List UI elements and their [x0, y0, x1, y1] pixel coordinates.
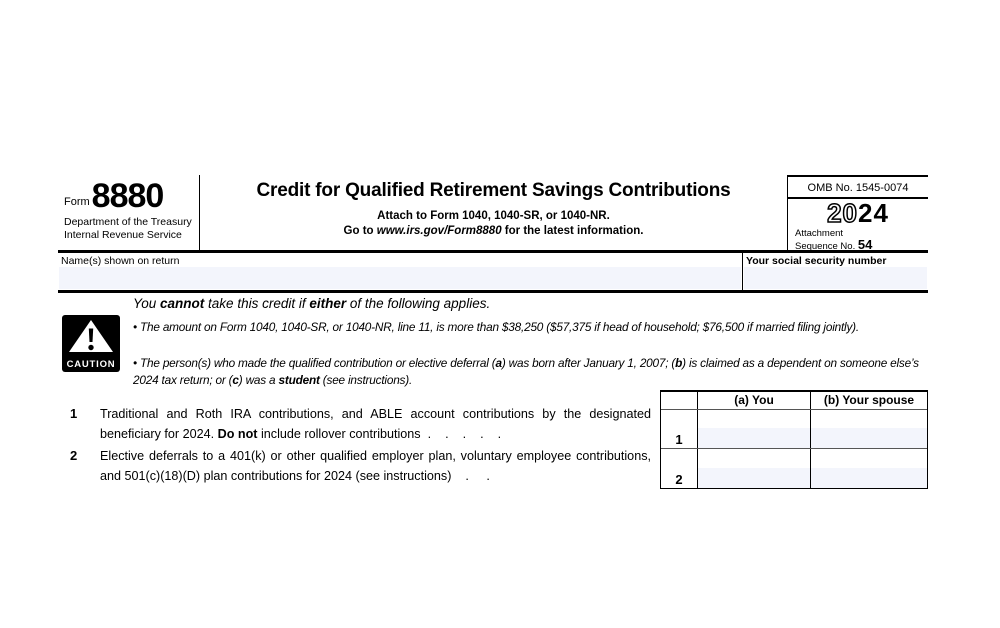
caution-icon: [62, 315, 120, 372]
attach-instruction: Attach to Form 1040, 1040-SR, or 1040-NR.: [377, 210, 610, 222]
amounts-table: [660, 390, 928, 489]
name-label: Name(s) shown on return: [61, 255, 180, 267]
bullet-marker: •: [133, 320, 137, 334]
line-1-number-cell: [661, 410, 698, 448]
tax-year-outline: 20: [827, 198, 858, 228]
table-row: [661, 449, 927, 488]
line-1-you-input[interactable]: [698, 428, 810, 448]
goto-instruction: [200, 225, 787, 237]
omb-number: OMB No. 1545-0074: [788, 177, 928, 199]
sequence-label: Sequence No.: [795, 241, 858, 252]
bullet-2-seg: ) was born after January 1, 2007; (: [501, 356, 676, 370]
line-1-bold: Do not: [217, 427, 258, 441]
ssn-cell: [743, 253, 928, 290]
dot-leader: . . . . .: [420, 427, 502, 441]
bullet-2-seg: (see instructions).: [319, 372, 413, 387]
bullet-2-bold: a: [495, 356, 502, 370]
identity-row: [58, 253, 928, 293]
line-2-number: 2: [675, 472, 683, 487]
sequence-line: [795, 239, 928, 252]
line-2-spouse-cell: [811, 449, 927, 488]
intro-bold: either: [309, 296, 347, 311]
line-2-number-cell: [661, 449, 698, 488]
caution-bullet-2: [133, 355, 928, 388]
form-header: [58, 175, 928, 253]
intro-bold: cannot: [160, 296, 205, 311]
name-input[interactable]: [59, 267, 741, 289]
line-1-spouse-input[interactable]: [811, 428, 927, 448]
caution-badge-text: CAUTION: [66, 359, 116, 370]
form-title-cell: [200, 175, 788, 250]
tax-year: [788, 199, 928, 228]
line-2-seg: Elective deferrals to a 401(k) or other qualified employer plan, voluntary employee contributions, and 501(c)(18)(D) plan contributions for 2024 (see instructions): [100, 449, 651, 483]
amounts-table-header: [661, 392, 927, 410]
agency-block: [58, 216, 199, 241]
intro-seg: You: [133, 296, 161, 311]
goto-prefix: Go to: [343, 225, 377, 237]
dot-leader: . .: [451, 469, 490, 483]
omb-year-cell: [788, 175, 928, 250]
line-1-text: [100, 404, 651, 444]
line-1-number: 1: [675, 432, 683, 447]
line-1-spouse-cell: [811, 410, 927, 448]
bullet-2-bold: student: [278, 372, 320, 387]
form-word: Form: [64, 196, 90, 208]
sequence-number: 54: [857, 237, 873, 252]
bullet-1-text: The amount on Form 1040, 1040-SR, or 1040-NR, line 11, is more than $38,250 ($57,375 if head of household; $76,500 if married filing jointly).: [140, 320, 859, 334]
line-1: [70, 404, 651, 444]
bullet-2-seg: ) is claimed as a dependent on someone else’s 2024 tax return; or (: [133, 356, 919, 387]
form-identity-cell: [58, 175, 200, 250]
column-b-spouse-header: (b) Your spouse: [823, 393, 915, 407]
form-number-block: [58, 175, 199, 213]
bullet-marker: •: [133, 356, 137, 370]
attachment-word: Attachment: [795, 228, 844, 239]
agency-line-2: Internal Revenue Service: [64, 228, 182, 241]
bullet-2-seg: The person(s) who made the qualified contribution or elective deferral (: [140, 356, 496, 370]
caution-bullet-1: [133, 319, 915, 336]
bullet-2-seg: ) was a: [238, 372, 279, 387]
caution-intro: [133, 296, 873, 311]
line-2: [70, 446, 651, 486]
form-title: Credit for Qualified Retirement Savings Contributions: [256, 180, 731, 201]
table-row: [661, 410, 927, 449]
intro-seg: take this credit if: [204, 296, 310, 311]
line-2-you-input[interactable]: [698, 468, 810, 488]
line-1-seg: include rollover contributions: [257, 427, 421, 441]
line-1-label: 1: [70, 406, 78, 421]
column-a-you-header: (a) You: [698, 392, 811, 409]
attachment-sequence: [788, 228, 928, 252]
line-2-you-cell: [698, 449, 811, 488]
line-2-text: [100, 446, 651, 486]
line-2-label: 2: [70, 448, 78, 463]
goto-suffix: for the latest information.: [501, 225, 644, 237]
line-1-seg: Traditional and Roth IRA contributions, and ABLE account contributions by the designated beneficiary for 2024.: [100, 407, 651, 441]
line-number-column-header: [661, 392, 698, 409]
bullet-2-bold: b: [675, 356, 683, 370]
bullet-2-bold: c: [232, 372, 239, 387]
intro-seg: of the following applies.: [346, 296, 491, 311]
tax-year-solid: 24: [858, 198, 889, 228]
name-cell: [58, 253, 743, 290]
ssn-label: Your social security number: [746, 255, 887, 267]
form-8880: [58, 175, 928, 487]
irs-url-link[interactable]: www.irs.gov/Form8880: [376, 225, 502, 237]
warning-triangle-icon: [67, 318, 115, 354]
form-number: 8880: [91, 177, 164, 215]
ssn-input[interactable]: [744, 267, 927, 289]
line-1-you-cell: [698, 410, 811, 448]
line-2-spouse-input[interactable]: [811, 468, 927, 488]
agency-line-1: Department of the Treasury: [64, 216, 192, 228]
